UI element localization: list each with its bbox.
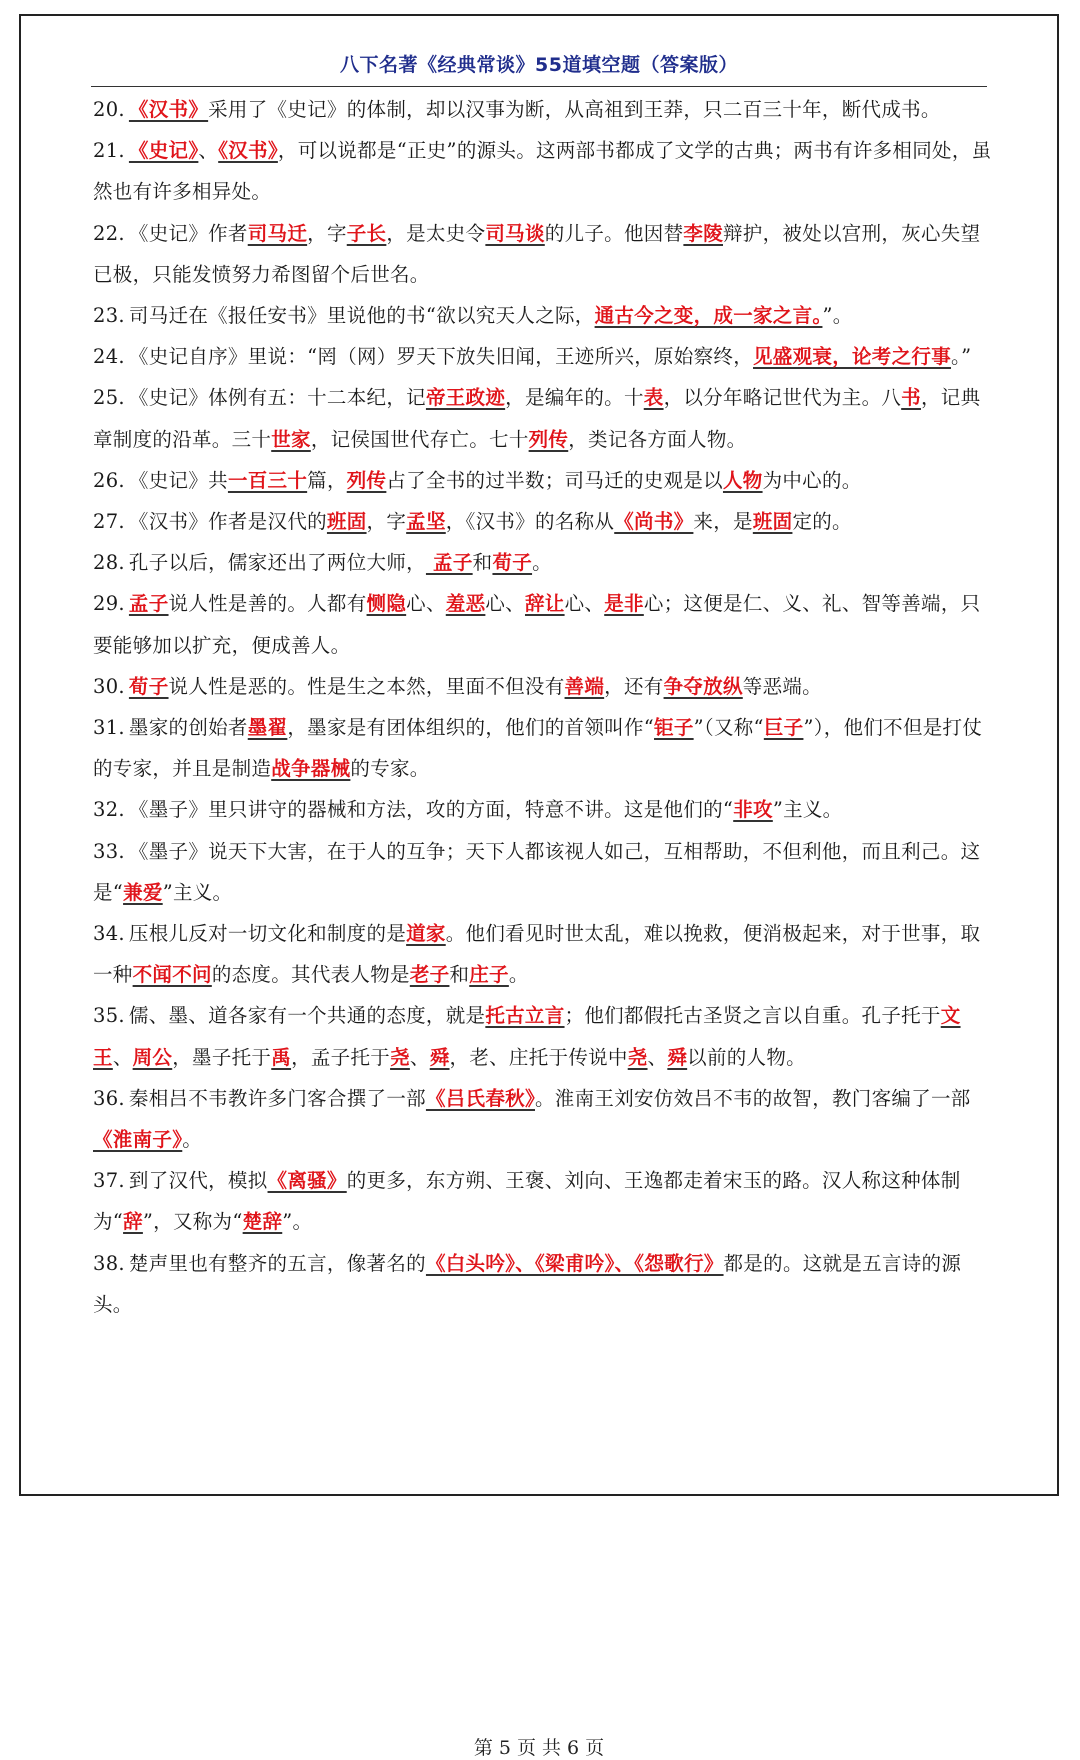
answer-blank: 庄子 bbox=[469, 963, 509, 987]
answer-blank: 班固 bbox=[752, 510, 793, 534]
question-number: 33. bbox=[93, 839, 125, 863]
question-item bbox=[93, 130, 993, 212]
answer-blank: 道家 bbox=[406, 922, 446, 946]
question-text: 等恶端。 bbox=[742, 674, 822, 698]
question-number: 37. bbox=[93, 1169, 125, 1193]
question-text: ，还有 bbox=[604, 674, 664, 698]
answer-blank: 善端 bbox=[564, 674, 605, 698]
question-number: 20. bbox=[93, 98, 125, 121]
question-number: 25. bbox=[93, 386, 125, 410]
question-text: ”主义。 bbox=[772, 798, 843, 822]
answer-blank: 通古今之变，成一家之言。 bbox=[594, 304, 823, 328]
answer-blank: 托古立言 bbox=[485, 1004, 565, 1028]
question-item bbox=[93, 501, 993, 542]
question-text: 定的。 bbox=[792, 510, 852, 534]
question-item bbox=[93, 213, 993, 295]
answer-blank: 《尚书》 bbox=[614, 510, 694, 534]
question-text: 到了汉代，模拟 bbox=[128, 1169, 268, 1193]
answer-blank: 禹 bbox=[271, 1045, 292, 1069]
answer-blank: 辞让 bbox=[524, 592, 565, 616]
answer-blank: 钜子 bbox=[654, 716, 694, 740]
answer-blank: 孟子 bbox=[128, 592, 169, 616]
question-item bbox=[93, 542, 993, 583]
question-text: ，类记各方面人物。 bbox=[568, 427, 747, 451]
question-text: ，墨子托于 bbox=[172, 1045, 272, 1069]
question-item bbox=[93, 460, 993, 501]
question-text: 《史记自序》里说：“罔（网）罗天下放失旧闻，王迹所兴，原始察终， bbox=[128, 345, 753, 369]
question-number: 26. bbox=[93, 468, 125, 492]
answer-blank: 老子 bbox=[409, 963, 450, 987]
answer-blank: 巨子 bbox=[763, 716, 804, 740]
question-text: 、 bbox=[409, 1045, 430, 1069]
answer-blank: 《淮南子》 bbox=[93, 1128, 183, 1152]
question-item bbox=[93, 336, 993, 377]
question-item bbox=[93, 377, 993, 459]
answer-blank: 孟子 bbox=[425, 551, 473, 575]
answer-blank: 文王 bbox=[93, 1004, 961, 1069]
question-text: 《史记》体例有五：十二本纪，记 bbox=[128, 386, 426, 410]
question-text: 、 bbox=[198, 139, 219, 163]
question-text: ”。 bbox=[282, 1210, 313, 1234]
answer-blank: 李陵 bbox=[683, 221, 723, 245]
answer-blank: 尧 bbox=[627, 1045, 648, 1069]
question-text: ，老、庄托于传说中 bbox=[449, 1045, 628, 1069]
question-text: 压根儿反对一切文化和制度的是 bbox=[128, 922, 407, 946]
question-item bbox=[93, 789, 993, 830]
answer-blank: 战争器械 bbox=[271, 757, 351, 781]
question-number: 24. bbox=[93, 345, 125, 369]
question-number: 22. bbox=[93, 221, 125, 245]
question-text: 心、 bbox=[564, 592, 605, 616]
question-list bbox=[93, 89, 993, 1325]
question-text: 《史记》共 bbox=[128, 468, 228, 492]
question-text: 《墨子》里只讲守的器械和方法，攻的方面，特意不讲。这是他们的“ bbox=[128, 798, 734, 822]
question-text: 、 bbox=[112, 1045, 133, 1069]
question-text: ，字 bbox=[307, 221, 347, 245]
question-text: 的态度。其代表人物是 bbox=[211, 963, 410, 987]
question-text: 的专家。 bbox=[350, 757, 430, 781]
answer-blank: 人物 bbox=[722, 468, 763, 492]
question-text: 心；这便是仁、义、礼、智等善端，只要能够加以扩充，便成善人。 bbox=[93, 592, 981, 657]
answer-blank: 《史记》 bbox=[128, 139, 199, 163]
question-text: 来，是 bbox=[693, 510, 753, 534]
question-number: 35. bbox=[93, 1004, 125, 1028]
question-text: 篇， bbox=[307, 468, 347, 492]
question-item bbox=[93, 1160, 993, 1242]
question-text: 。 bbox=[508, 963, 529, 987]
question-text: 心、 bbox=[406, 592, 446, 616]
answer-blank: 《白头吟》、《梁甫吟》、《怨歌行》 bbox=[425, 1251, 724, 1275]
answer-blank: 班固 bbox=[326, 510, 367, 534]
question-number: 31. bbox=[93, 716, 125, 740]
answer-blank: 舜 bbox=[667, 1045, 688, 1069]
answer-blank: 非攻 bbox=[733, 798, 773, 822]
page-title: 八下名著《经典常谈》55道填空题（答案版） bbox=[340, 54, 738, 76]
question-text: 秦相吕不韦教许多门客合撰了一部 bbox=[128, 1086, 426, 1110]
question-text: ，是编年的。十 bbox=[505, 386, 644, 410]
question-text: ，《汉书》的名称从 bbox=[445, 510, 615, 534]
question-text: 、 bbox=[647, 1045, 668, 1069]
question-text: ，记典章制度的沿革。三十 bbox=[93, 386, 981, 451]
answer-blank: 是非 bbox=[604, 592, 644, 616]
question-text: 。 bbox=[182, 1128, 203, 1152]
question-text: 《汉书》作者是汉代的 bbox=[128, 510, 327, 534]
question-text: ”主义。 bbox=[162, 880, 233, 904]
question-text: 和 bbox=[449, 963, 470, 987]
question-text: 。淮南王刘安仿效吕不韦的故智，教门客编了一部 bbox=[535, 1086, 971, 1110]
answer-blank: 列传 bbox=[528, 427, 569, 451]
answer-blank: 书 bbox=[901, 386, 921, 410]
question-text: ”），他们不但是打仗的专家，并且是制造 bbox=[93, 716, 983, 781]
answer-blank: 帝王政迹 bbox=[425, 386, 506, 410]
question-text: 占了全书的过半数；司马迁的史观是以 bbox=[386, 468, 723, 492]
answer-blank: 舜 bbox=[429, 1045, 450, 1069]
question-number: 21. bbox=[93, 139, 125, 163]
document-page bbox=[19, 14, 1059, 1759]
answer-blank: 世家 bbox=[271, 427, 311, 451]
answer-blank: 《汉书》 bbox=[218, 139, 278, 163]
question-text: 采用了《史记》的体制，却以汉事为断，从高祖到王莽，只二百三十年，断代成书。 bbox=[208, 98, 941, 121]
question-text: ”。 bbox=[822, 304, 853, 328]
question-text: 和 bbox=[472, 551, 493, 575]
question-text: 辩护，被处以宫刑，灰心失望已极，只能发愤努力希图留个后世名。 bbox=[93, 221, 981, 286]
question-number: 38. bbox=[93, 1251, 125, 1275]
question-text: 《墨子》说天下大害，在于人的互争；天下人都该视人如己，互相帮助，不但利他，而且利己。这是“ bbox=[93, 839, 981, 904]
question-text: 。” bbox=[951, 345, 972, 369]
question-number: 28. bbox=[93, 551, 125, 575]
question-number: 36. bbox=[93, 1086, 125, 1110]
question-text: 墨家的创始者 bbox=[128, 716, 248, 740]
question-number: 32. bbox=[93, 798, 125, 822]
question-text: ，可以说都是“正史”的源头。这两部书都成了文学的古典；两书有许多相同处，虽然也有许多相异处。 bbox=[93, 139, 992, 204]
question-item bbox=[93, 995, 993, 1077]
question-text: 儒、墨、道各家有一个共通的态度，就是 bbox=[128, 1004, 486, 1028]
question-text: 说人性是恶的。性是生之本然，里面不但没有 bbox=[168, 674, 565, 698]
answer-blank: 表 bbox=[643, 386, 664, 410]
answer-blank: 楚辞 bbox=[242, 1210, 283, 1234]
answer-blank: 孟坚 bbox=[406, 510, 446, 534]
answer-blank: 列传 bbox=[346, 468, 387, 492]
question-text: 说人性是善的。人都有 bbox=[168, 592, 367, 616]
answer-blank: 司马谈 bbox=[485, 221, 545, 245]
answer-blank: 荀子 bbox=[492, 551, 533, 575]
question-number: 30. bbox=[93, 674, 125, 698]
page-footer: 第 5 页 共 6 页 bbox=[473, 1737, 605, 1759]
question-text: ，字 bbox=[366, 510, 407, 534]
answer-blank: 辞 bbox=[123, 1210, 143, 1234]
question-text: ，是太史令 bbox=[386, 221, 486, 245]
question-item bbox=[93, 89, 993, 130]
answer-blank: 见盛观衰，论考之行事 bbox=[753, 345, 952, 369]
header-divider bbox=[91, 86, 987, 87]
answer-blank: 羞恶 bbox=[445, 592, 486, 616]
question-text: ”，又称为“ bbox=[142, 1210, 243, 1234]
answer-blank: 一百三十 bbox=[227, 468, 308, 492]
question-item bbox=[93, 666, 993, 707]
answer-blank: 《离骚》 bbox=[267, 1169, 347, 1193]
question-text: ，墨家是有团体组织的，他们的首领叫作“ bbox=[287, 716, 655, 740]
question-number: 27. bbox=[93, 510, 125, 534]
answer-blank: 荀子 bbox=[128, 674, 169, 698]
answer-blank: 《吕氏春秋》 bbox=[425, 1086, 535, 1110]
question-text: 《史记》作者 bbox=[128, 221, 248, 245]
answer-blank: 《汉书》 bbox=[128, 98, 209, 121]
answer-blank: 恻隐 bbox=[366, 592, 407, 616]
answer-blank: 不闻不问 bbox=[132, 963, 212, 987]
question-text: 为中心的。 bbox=[762, 468, 862, 492]
question-text: 。 bbox=[532, 551, 552, 575]
answer-blank: 尧 bbox=[390, 1045, 410, 1069]
question-item bbox=[93, 913, 993, 995]
question-text: 的更多，东方朔、王褒、刘向、王逸都走着宋玉的路。汉人称这种体制为“ bbox=[93, 1169, 961, 1234]
question-text: 以前的人物。 bbox=[687, 1045, 806, 1069]
question-number: 23. bbox=[93, 304, 125, 328]
answer-blank: 争夺放纵 bbox=[663, 674, 743, 698]
question-text: ”（又称“ bbox=[693, 716, 764, 740]
answer-blank: 墨翟 bbox=[247, 716, 288, 740]
question-item bbox=[93, 1078, 993, 1160]
question-text: 心、 bbox=[485, 592, 525, 616]
question-text: ，孟子托于 bbox=[291, 1045, 391, 1069]
question-text: 都是的。这就是五言诗的源头。 bbox=[93, 1251, 962, 1316]
question-text: 。他们看见时世太乱，难以挽救，便消极起来，对于世事，取一种 bbox=[93, 922, 981, 987]
question-number: 29. bbox=[93, 592, 125, 616]
answer-blank: 兼爱 bbox=[123, 880, 163, 904]
answer-blank: 子长 bbox=[346, 221, 387, 245]
question-number: 34. bbox=[93, 922, 125, 946]
question-text: ，以分年略记世代为主。八 bbox=[663, 386, 902, 410]
question-text: ，记侯国世代存亡。七十 bbox=[310, 427, 529, 451]
answer-blank: 司马迁 bbox=[247, 221, 308, 245]
question-item bbox=[93, 583, 993, 665]
question-text: 的儿子。他因替 bbox=[544, 221, 684, 245]
question-text: 司马迁在《报任安书》里说他的书“欲以究天人之际， bbox=[128, 304, 595, 328]
question-item bbox=[93, 1243, 993, 1325]
question-item bbox=[93, 707, 993, 789]
question-text: 楚声里也有整齐的五言，像著名的 bbox=[128, 1251, 426, 1275]
answer-blank: 周公 bbox=[132, 1045, 173, 1069]
question-text: 孔子以后，儒家还出了两位大师， bbox=[128, 551, 426, 575]
question-item bbox=[93, 295, 993, 336]
question-text: ；他们都假托古圣贤之言以自重。孔子托于 bbox=[564, 1004, 941, 1028]
question-item bbox=[93, 831, 993, 913]
